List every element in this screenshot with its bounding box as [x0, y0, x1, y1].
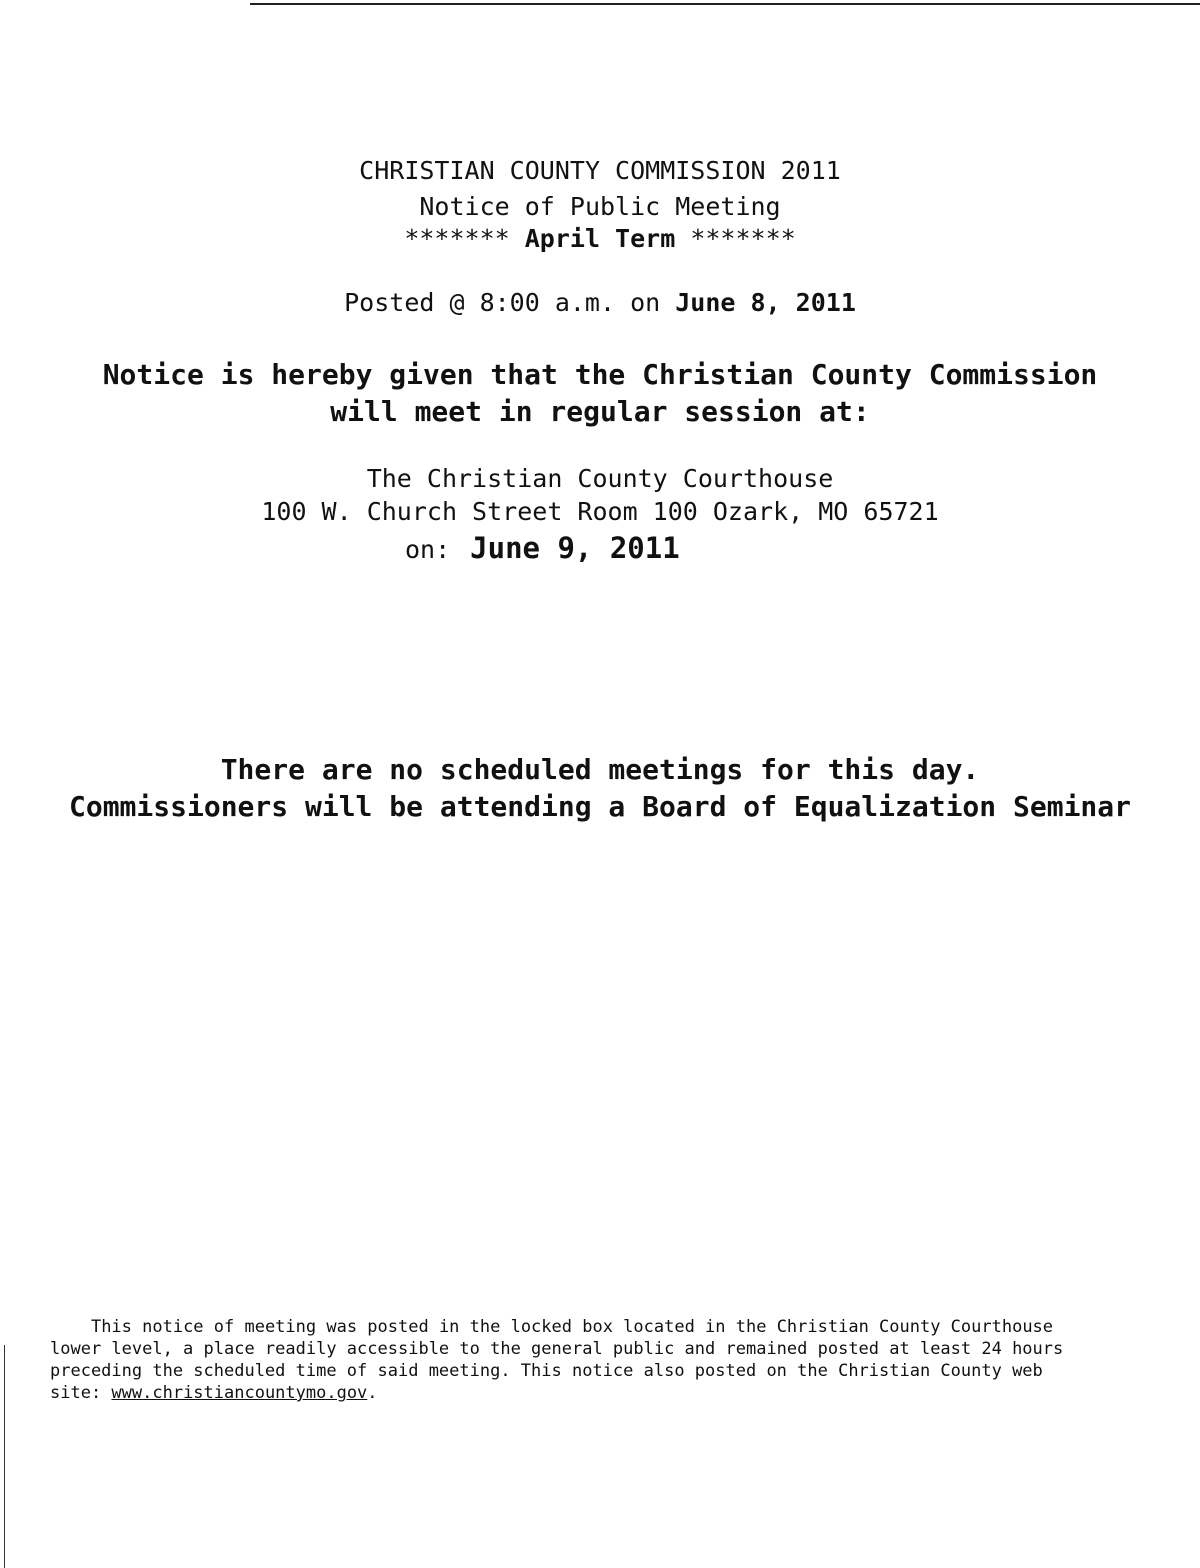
document-subtitle: Notice of Public Meeting — [419, 192, 781, 221]
website-link[interactable]: www.christiancountymo.gov — [111, 1383, 368, 1403]
top-border-line — [250, 3, 1200, 5]
message-line-2: Commissioners will be attending a Board of Equalization Seminar — [68, 790, 1132, 823]
meeting-on-label: on: — [405, 535, 451, 564]
term-stars-right: ******* — [690, 224, 796, 253]
footnote-line-2: lower level, a place readily accessible to the general public and remained posted at least 24 hours — [50, 1339, 1064, 1359]
left-margin-line — [4, 1345, 5, 1568]
posting-footnote — [50, 1316, 1160, 1404]
footnote-line-1 — [50, 1317, 91, 1337]
notice-line-1: Notice is hereby given that the Christian County Commission — [102, 358, 1098, 391]
term-stars-left: ******* — [404, 224, 510, 253]
meeting-date-line — [405, 528, 680, 570]
footnote-line-4-prefix: site: — [50, 1383, 112, 1403]
footnote-line-4-suffix: . — [367, 1383, 378, 1403]
meeting-date: June 9, 2011 — [470, 531, 680, 565]
posted-prefix: Posted @ 8:00 a.m. on — [344, 288, 661, 317]
footnote-line-3: preceding the scheduled time of said meeting. This notice also posted on the Christian County web — [50, 1361, 1043, 1381]
document-title: CHRISTIAN COUNTY COMMISSION 2011 — [359, 156, 841, 185]
posted-date: June 8, 2011 — [675, 288, 856, 317]
term-line — [0, 222, 1200, 256]
term-name: April Term — [524, 224, 676, 253]
posted-line — [0, 286, 1200, 320]
location-name: The Christian County Courthouse — [366, 464, 834, 493]
footnote-line-1-text: This notice of meeting was posted in the locked box located in the Christian County Courthouse — [90, 1317, 1054, 1337]
location-address: 100 W. Church Street Room 100 Ozark, MO 65721 — [261, 497, 939, 526]
message-line-1: There are no scheduled meetings for this day. — [220, 753, 980, 786]
notice-line-2: will meet in regular session at: — [330, 395, 870, 428]
